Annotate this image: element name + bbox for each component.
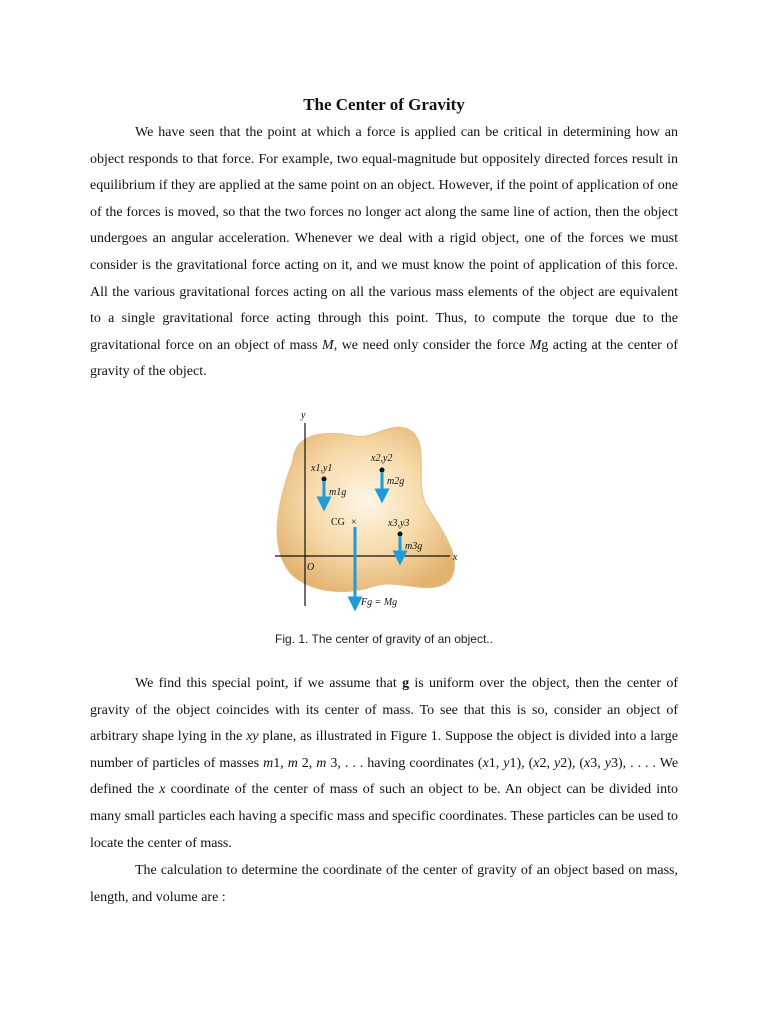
p1-force-label: m1g bbox=[329, 487, 347, 498]
text-run: 2, bbox=[297, 755, 317, 771]
x-axis-label: x bbox=[453, 552, 458, 563]
text-run: x bbox=[584, 755, 591, 771]
figure-svg bbox=[265, 408, 475, 613]
p1-coord-label: x1,y1 bbox=[311, 463, 333, 474]
text-run: 3, bbox=[590, 755, 605, 771]
text-run: x bbox=[533, 755, 540, 771]
paragraph-calculation: The calculation to determine the coordinate of the center of gravity of an object based on mass, length, and volume are : bbox=[90, 863, 678, 905]
text-run: M bbox=[322, 337, 334, 353]
text-run: g acting at the center of gravity of the object. bbox=[90, 337, 678, 380]
text-run: m bbox=[287, 755, 298, 771]
center-of-gravity-figure bbox=[265, 408, 475, 613]
total-force-label: Fg = Mg bbox=[361, 597, 398, 608]
figure-caption: Fig. 1. The center of gravity of an object.. bbox=[275, 632, 493, 646]
p3-force-label: m3g bbox=[405, 541, 423, 552]
p2-coord-label: x2,y2 bbox=[371, 453, 393, 464]
text-run: plane, as illustrated in Figure 1. Suppose the object is divided into a large number of particles of masses bbox=[90, 729, 678, 771]
text-run: is uniform over the object, then the center of gravity of the object coincides with its center of mass. To see that this is so, consider an object of arbitrary shape lying in the bbox=[90, 676, 678, 745]
cg-label: CG bbox=[331, 517, 345, 528]
y-axis-label: y bbox=[301, 410, 306, 421]
paragraph-special-point bbox=[90, 671, 678, 857]
cg-marker-icon: × bbox=[351, 517, 357, 528]
text-run: y bbox=[554, 755, 561, 771]
text-run: 1, bbox=[273, 755, 288, 771]
text-run: 3), . . . . We defined the bbox=[90, 755, 679, 798]
text-run: coordinate of the center of mass of such an object to be. An object can be divided into many small particles each having a specific mass and specific coordinates. These particles can be used to locate the center of mass. bbox=[90, 782, 679, 851]
p3-coord-label: x3,y3 bbox=[388, 518, 410, 529]
text-run: xy bbox=[246, 729, 259, 745]
text-run: 1), ( bbox=[509, 755, 534, 771]
text-run: 3, . . . having coordinates ( bbox=[326, 755, 483, 771]
text-run: m bbox=[263, 755, 274, 771]
text-run: We find this special point, if we assume that bbox=[135, 676, 403, 691]
text-run: g bbox=[402, 676, 410, 691]
particle-3 bbox=[398, 532, 403, 537]
page-title: The Center of Gravity bbox=[303, 95, 465, 114]
text-run: x bbox=[159, 782, 166, 798]
text-run: 2), ( bbox=[560, 755, 585, 771]
text-run: M bbox=[529, 337, 542, 353]
text-run: m bbox=[316, 755, 327, 771]
particle-1 bbox=[322, 477, 327, 482]
p2-force-label: m2g bbox=[387, 476, 405, 487]
paragraph-intro bbox=[90, 120, 678, 386]
particle-2 bbox=[380, 468, 385, 473]
text-run: y bbox=[604, 755, 611, 771]
text-run: 1, bbox=[488, 755, 504, 771]
object-shape bbox=[277, 427, 455, 591]
text-run: x bbox=[482, 755, 489, 771]
origin-label: O bbox=[307, 562, 315, 573]
text-run: 2, bbox=[539, 755, 554, 771]
text-run: y bbox=[503, 755, 510, 771]
text-run: We have seen that the point at which a force is applied can be critical in determining how an object responds to that force. For example, two equal-magnitude but oppositely directed forces result in equilibrium if they are applied at the same point on an object. However, if the point of application of one of the forces is moved, so that the two forces no longer act along the same line of action, then the object undergoes an angular acceleration. Whenever we deal with a rigid object, one of the forces we must consider is the gravitational force acting on it, and we must know the point of application of this force. All the various gravitational forces acting on all the various mass elements of the object are equivalent to a single gravitational force acting through this point. Thus, to compute the torque due to the gravitational force on an object of mass bbox=[90, 125, 678, 353]
text-run: , we need only consider the force bbox=[333, 337, 530, 353]
